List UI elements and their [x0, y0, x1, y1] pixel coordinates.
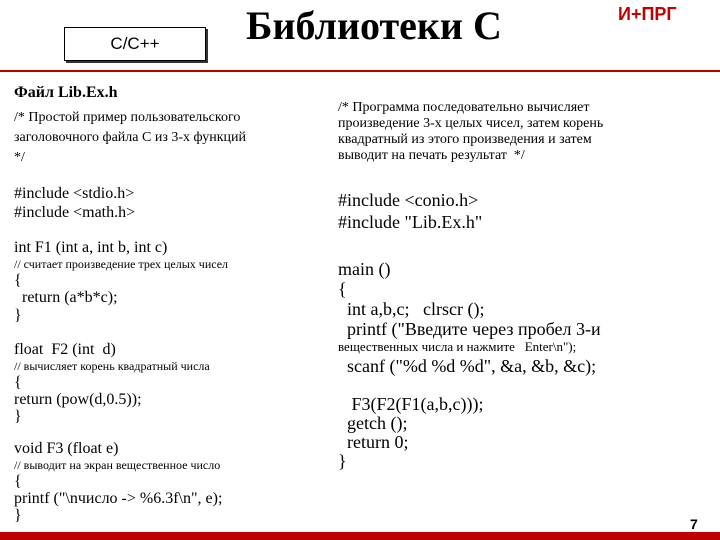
- right-comment-line: квадратный из этого произведения и затем: [338, 132, 592, 147]
- right-code-line: #include <conio.h>: [338, 190, 479, 210]
- right-code-line: }: [338, 451, 347, 471]
- left-code-line: int F1 (int a, int b, int c): [14, 239, 168, 256]
- left-code-line: float F2 (int d): [14, 341, 116, 358]
- left-code-comment: // выводит на экран вещественное число: [14, 458, 221, 472]
- left-code-line: {: [14, 473, 22, 490]
- right-code-line: int a,b,c; clrscr ();: [338, 299, 485, 319]
- left-code-line: #include <math.h>: [14, 204, 136, 221]
- right-comment-line: выводит на печать результат */: [338, 148, 525, 163]
- left-code-line: void F3 (float e): [14, 440, 119, 457]
- brand-label: И+ПРГ: [618, 4, 677, 24]
- page-number: 7: [690, 516, 698, 532]
- left-code-line: return (pow(d,0.5));: [14, 391, 142, 408]
- left-code-comment: // считает произведение трех целых чисел: [14, 257, 229, 271]
- slide-title: Библиотеки С: [246, 3, 502, 48]
- right-comment-line: /* Программа последовательно вычисляет: [338, 100, 590, 115]
- left-code-line: #include <stdio.h>: [14, 185, 135, 202]
- left-code-line: return (a*b*c);: [14, 289, 118, 306]
- right-code-line: #include "Lib.Ex.h": [338, 212, 483, 232]
- right-code-line: F3(F2(F1(a,b,c)));: [338, 394, 484, 414]
- right-code-line: printf ("Введите через пробел 3-и: [338, 319, 601, 339]
- left-comment-line: /* Простой пример пользовательского: [14, 110, 241, 125]
- header-divider: [0, 70, 720, 72]
- left-heading: Файл Lib.Ex.h: [14, 84, 118, 101]
- right-code-line: getch ();: [338, 413, 408, 433]
- left-code-line: {: [14, 374, 22, 391]
- left-code-line: printf ("\nчисло -> %6.3f\n", e);: [14, 490, 223, 507]
- left-code-line: }: [14, 307, 22, 324]
- left-code-line: }: [14, 507, 22, 524]
- left-code-line: {: [14, 272, 22, 289]
- left-code-comment: // вычисляет корень квадратный числа: [14, 359, 210, 373]
- left-code-line: }: [14, 408, 22, 425]
- footer-bar: [0, 532, 720, 540]
- left-comment-line: */: [14, 150, 25, 165]
- right-code-line: {: [338, 279, 347, 299]
- right-code-line: scanf ("%d %d %d", &a, &b, &c);: [338, 356, 597, 376]
- right-comment-line: произведение 3-х целых чисел, затем корень: [338, 116, 604, 131]
- right-code-line: return 0;: [338, 432, 409, 452]
- left-comment-line: заголовочного файла С из 3-х функций: [14, 130, 247, 145]
- course-badge: C/C++: [64, 27, 206, 61]
- right-code-line: вещественных числа и нажмите Enter\n");: [338, 339, 577, 354]
- right-code-line: main (): [338, 259, 391, 279]
